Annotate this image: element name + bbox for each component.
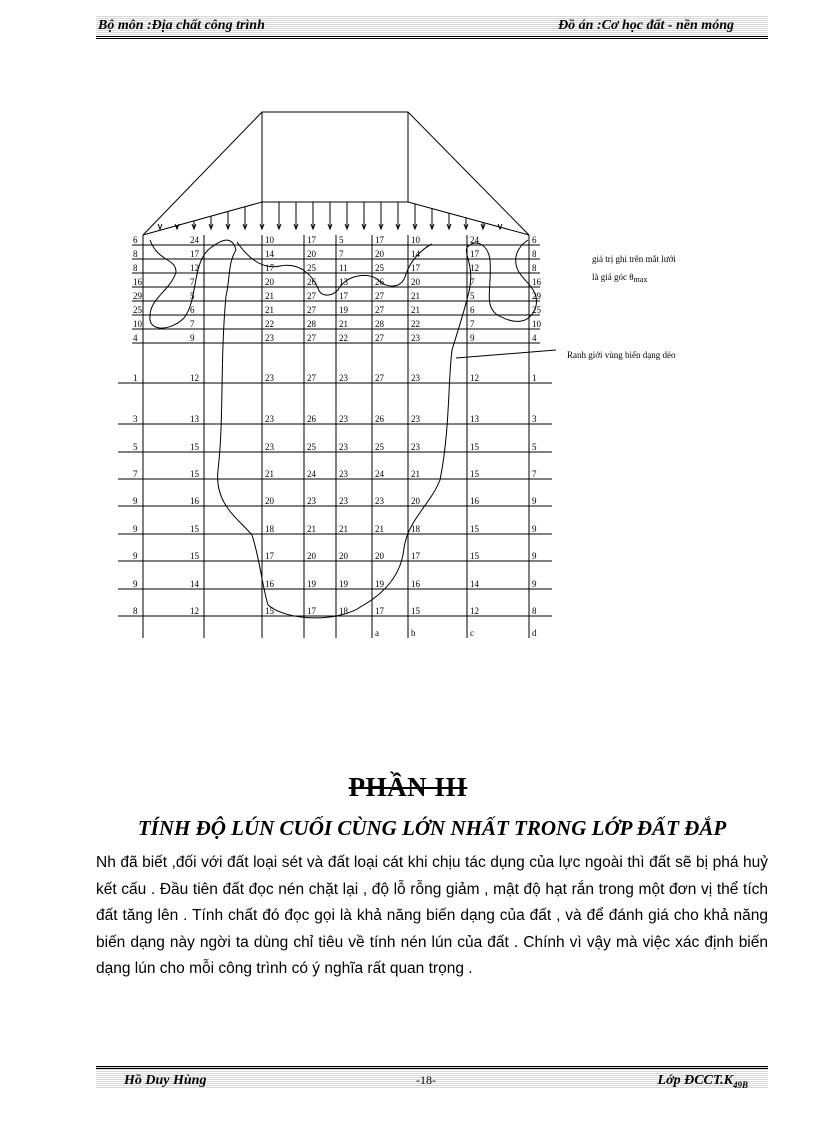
mesh-value: 7 (339, 249, 344, 259)
mesh-value: 4 (532, 333, 537, 343)
mesh-value: 9 (190, 333, 195, 343)
mesh-value: 7 (133, 469, 138, 479)
column-labels (375, 628, 537, 638)
mesh-value: 28 (375, 319, 384, 329)
mesh-value: 22 (265, 319, 274, 329)
page-footer (96, 1066, 768, 1089)
mesh-value: 22 (411, 319, 420, 329)
mesh-value: 3 (133, 414, 138, 424)
mesh-value: 18 (411, 524, 420, 534)
part-title: PHẦN III (348, 772, 468, 802)
column-label: b (411, 628, 416, 638)
mesh-value: 26 (307, 277, 316, 287)
load-arrow (379, 202, 383, 229)
load-arrow (447, 213, 451, 229)
mesh-value: 21 (307, 524, 316, 534)
mesh-value: 12 (190, 373, 199, 383)
mesh-value: 17 (375, 235, 384, 245)
mesh-value: 26 (375, 277, 384, 287)
mesh-value: 15 (265, 606, 274, 616)
mesh-value: 9 (133, 524, 138, 534)
mesh-value: 27 (307, 291, 316, 301)
chapter-title: TÍNH ĐỘ LÚN CUỐI CÙNG LỚN NHẤT TRONG LỚP ĐẤT ĐẮP (137, 816, 727, 840)
mesh-value: 21 (339, 524, 348, 534)
mesh-value: 23 (375, 496, 384, 506)
mesh-value: 26 (307, 414, 316, 424)
load-arrow (277, 202, 281, 229)
mesh-value: 25 (375, 442, 384, 452)
column-label: d (532, 628, 537, 638)
load-line (143, 202, 529, 235)
mesh-value: 25 (375, 263, 384, 273)
mesh-grid (118, 235, 552, 638)
mesh-value: 20 (375, 249, 384, 259)
mesh-value: 13 (190, 414, 199, 424)
mesh-value: 18 (339, 606, 348, 616)
mesh-value: 15 (470, 551, 479, 561)
mesh-value: 20 (411, 496, 420, 506)
load-arrow (294, 202, 298, 229)
mesh-value: 10 (532, 319, 541, 329)
mesh-value: 17 (265, 551, 274, 561)
mesh-value: 5 (532, 442, 537, 452)
mesh-value: 20 (265, 277, 274, 287)
mesh-value: 21 (411, 305, 420, 315)
mesh-value: 7 (532, 469, 537, 479)
mesh-value: 26 (375, 414, 384, 424)
mesh-value: 14 (411, 249, 420, 259)
mesh-value: 6 (470, 305, 475, 315)
mesh-value: 23 (411, 333, 420, 343)
mesh-value: 23 (265, 333, 274, 343)
mesh-value: 15 (190, 442, 199, 452)
mesh-value: 22 (339, 333, 348, 343)
mesh-value: 12 (190, 606, 199, 616)
mesh-value: 20 (339, 551, 348, 561)
mesh-value: 13 (470, 414, 479, 424)
mesh-value: 27 (307, 333, 316, 343)
mesh-value: 16 (470, 496, 479, 506)
header-left-text: Bộ môn :Địa chất công trình (98, 18, 265, 33)
mesh-values (133, 235, 542, 616)
mesh-value: 23 (339, 414, 348, 424)
mesh-value: 25 (307, 442, 316, 452)
mesh-value: 23 (411, 373, 420, 383)
load-arrow (396, 202, 400, 229)
mesh-value: 15 (470, 524, 479, 534)
mesh-value: 25 (307, 263, 316, 273)
mesh-value: 23 (339, 496, 348, 506)
mesh-value: 16 (411, 579, 420, 589)
mesh-value: 7 (470, 319, 475, 329)
mesh-value: 21 (265, 291, 274, 301)
mesh-value: 19 (307, 579, 316, 589)
header-right-text: Đồ án :Cơ học đất - nền móng (558, 18, 734, 33)
mesh-value: 7 (190, 277, 195, 287)
mesh-value: 19 (339, 579, 348, 589)
mesh-value: 9 (133, 496, 138, 506)
mesh-value: 7 (190, 319, 195, 329)
mesh-value: 15 (470, 442, 479, 452)
mesh-value: 16 (532, 277, 541, 287)
mesh-value: 9 (532, 551, 537, 561)
mesh-value: 23 (339, 442, 348, 452)
mesh-value: 15 (190, 551, 199, 561)
load-arrow (362, 202, 366, 229)
mesh-value: 14 (470, 579, 479, 589)
mesh-value: 23 (307, 496, 316, 506)
footer-class (658, 1073, 748, 1090)
load-arrow (260, 202, 264, 229)
mesh-value: 15 (190, 469, 199, 479)
mesh-value: 17 (339, 291, 348, 301)
boundary-pointer-line (456, 350, 556, 358)
mesh-value: 4 (133, 333, 138, 343)
mesh-value: 17 (411, 551, 420, 561)
mesh-value: 6 (190, 305, 195, 315)
mesh-value: 10 (133, 319, 142, 329)
load-arrow (226, 211, 230, 229)
mesh-value: 17 (470, 249, 479, 259)
embankment-outline (143, 112, 529, 235)
mesh-value: 17 (265, 263, 274, 273)
mesh-value: 9 (470, 333, 475, 343)
mesh-value: 20 (307, 551, 316, 561)
footer-author: Hồ Duy Hùng (124, 1073, 207, 1088)
load-arrow (481, 222, 485, 229)
mesh-value: 16 (190, 496, 199, 506)
mesh-value: 5 (470, 291, 475, 301)
mesh-value: 15 (470, 469, 479, 479)
mesh-value: 20 (411, 277, 420, 287)
mesh-value: 8 (532, 263, 537, 273)
column-label: c (470, 628, 474, 638)
mesh-value: 23 (411, 414, 420, 424)
footer-class-sub: 49B (732, 1079, 748, 1090)
mesh-value: 8 (532, 606, 537, 616)
mesh-value: 19 (339, 305, 348, 315)
mesh-value: 17 (307, 606, 316, 616)
annotation-boundary: Ranh giới vùng biến dạng dẻo (567, 350, 676, 360)
mesh-value: 13 (339, 277, 348, 287)
mesh-value: 8 (133, 263, 138, 273)
mesh-value: 17 (307, 235, 316, 245)
mesh-value: 14 (265, 249, 274, 259)
load-arrow (430, 209, 434, 229)
mesh-value: 12 (470, 606, 479, 616)
mesh-value: 17 (411, 263, 420, 273)
mesh-value: 5 (190, 291, 195, 301)
mesh-value: 25 (532, 305, 541, 315)
mesh-value: 29 (532, 291, 541, 301)
mesh-value: 17 (375, 606, 384, 616)
mesh-value: 18 (265, 524, 274, 534)
mesh-value: 21 (411, 469, 420, 479)
mesh-value: 5 (133, 442, 138, 452)
mesh-value: 9 (133, 551, 138, 561)
mesh-value: 9 (532, 496, 537, 506)
mesh-value: 10 (265, 235, 274, 245)
mesh-value: 24 (470, 235, 479, 245)
mesh-value: 19 (375, 579, 384, 589)
mesh-value: 23 (265, 414, 274, 424)
mesh-value: 10 (411, 235, 420, 245)
mesh-value: 8 (133, 249, 138, 259)
annotation-value-subscript: max (633, 275, 648, 284)
mesh-value: 27 (375, 305, 384, 315)
load-arrow (192, 221, 196, 229)
mesh-value: 21 (265, 469, 274, 479)
mesh-value: 12 (470, 263, 479, 273)
mesh-value: 27 (375, 291, 384, 301)
embankment-slopes (143, 112, 529, 235)
mesh-value: 9 (532, 579, 537, 589)
annotation-value-line1: giá trị ghi trên mắt lưới (592, 254, 676, 264)
mesh-value: 21 (265, 305, 274, 315)
load-arrow (311, 202, 315, 229)
mesh-value: 6 (133, 235, 138, 245)
mesh-value: 11 (339, 263, 348, 273)
mesh-value: 21 (339, 319, 348, 329)
load-arrow (158, 224, 162, 230)
load-arrow (413, 204, 417, 229)
mesh-value: 27 (375, 333, 384, 343)
load-arrow (345, 202, 349, 229)
load-arrow (209, 216, 213, 229)
mesh-value: 9 (133, 579, 138, 589)
mesh-value: 17 (190, 249, 199, 259)
mesh-value: 15 (190, 524, 199, 534)
body-paragraph: Nh đã biết ,đối với đất loại sét và đất loại cát khi chịu tác dụng của lực ngoài thì đất sẽ bị phá huỷ kết cấu . Đầu tiên đất đọc nén chặt lại , độ lỗ rỗng giảm , mật độ hạt rắn trong một đơn vị thể tích đất tăng lên . Tính chất đó đọc gọi là khả năng biến dạng của đất , và để đánh giá cho khả năng biến dạng này ngời ta dùng chỉ tiêu về tính nén lún của đất . Chính vì vậy mà việc xác định biến dạng lún cho mỗi công trình có ý nghĩa rất quan trọng . (96, 854, 768, 977)
mesh-value: 23 (265, 373, 274, 383)
load-arrow (464, 218, 468, 229)
mesh-value: 16 (265, 579, 274, 589)
mesh-value: 8 (532, 249, 537, 259)
mesh-value: 20 (265, 496, 274, 506)
mesh-value: 21 (411, 291, 420, 301)
mesh-value: 12 (470, 373, 479, 383)
mesh-value: 5 (339, 235, 344, 245)
mesh-value: 29 (133, 291, 142, 301)
mesh-value: 23 (265, 442, 274, 452)
mesh-value: 1 (133, 373, 138, 383)
annotation-value-line2: là giá góc θmax (592, 272, 648, 284)
footer-class-main: Lớp ĐCCT.K (657, 1073, 733, 1088)
mesh-value: 15 (411, 606, 420, 616)
mesh-value: 9 (532, 524, 537, 534)
mesh-value: 27 (375, 373, 384, 383)
mesh-value: 6 (532, 235, 537, 245)
mesh-value: 23 (411, 442, 420, 452)
load-arrow (175, 224, 179, 229)
column-label: a (375, 628, 379, 638)
mesh-value: 12 (190, 263, 199, 273)
mesh-value: 16 (133, 277, 142, 287)
load-arrow (328, 202, 332, 229)
mesh-value: 14 (190, 579, 199, 589)
mesh-value: 28 (307, 319, 316, 329)
mesh-value: 27 (307, 305, 316, 315)
load-arrow (498, 224, 502, 229)
mesh-value: 8 (133, 606, 138, 616)
mesh-value: 20 (307, 249, 316, 259)
mesh-value: 24 (375, 469, 384, 479)
mesh-value: 24 (190, 235, 199, 245)
mesh-value: 1 (532, 373, 537, 383)
mesh-value: 25 (133, 305, 142, 315)
mesh-value: 23 (339, 469, 348, 479)
mesh-value: 21 (375, 524, 384, 534)
load-arrow (243, 207, 247, 229)
mesh-value: 20 (375, 551, 384, 561)
mesh-value: 24 (307, 469, 316, 479)
footer-page-number: -18- (416, 1073, 436, 1087)
mesh-value: 3 (532, 414, 537, 424)
mesh-value: 23 (339, 373, 348, 383)
mesh-value: 27 (307, 373, 316, 383)
mesh-value: 7 (470, 277, 475, 287)
